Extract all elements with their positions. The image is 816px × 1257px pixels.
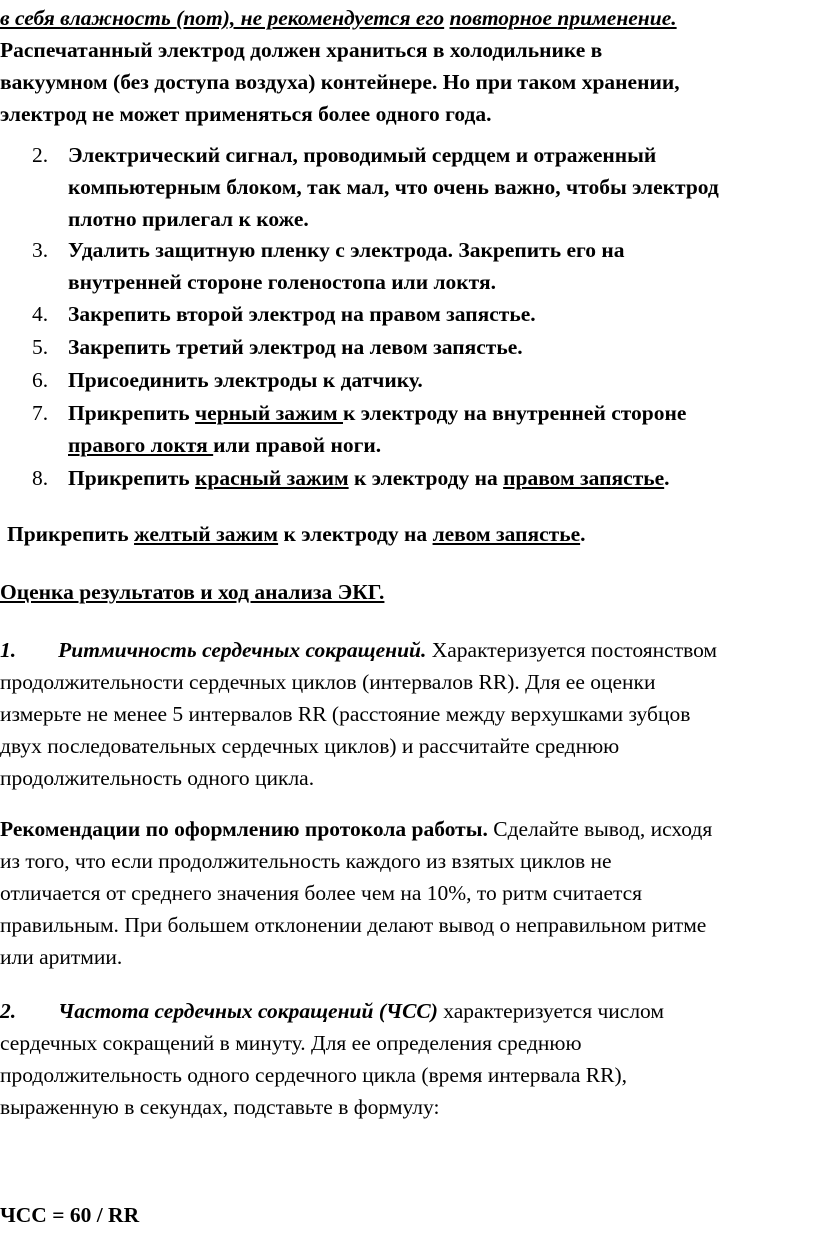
formula: ЧСС = 60 / RR	[0, 1203, 140, 1227]
list-item-text: Прикрепить	[68, 401, 196, 425]
list-item-text: Прикрепить	[68, 466, 196, 490]
section-heading: Оценка результатов и ход анализа ЭКГ.	[0, 580, 385, 604]
list-item-text: или правой ноги.	[213, 433, 382, 457]
top-line-2: Распечатанный электрод должен храниться в холодильнике в	[0, 38, 603, 62]
yellow-clamp-line	[7, 518, 586, 550]
section2-line: сердечных сокращений в минуту. Для ее определения среднюю	[0, 1031, 582, 1055]
list-number: 2.	[32, 143, 49, 167]
red-clamp-text: красный зажим	[195, 466, 349, 490]
list-item-line	[68, 429, 381, 461]
top-line-1	[0, 2, 677, 34]
list-number: 7.	[32, 401, 49, 425]
list-item-line	[68, 397, 686, 429]
list-item-line: внутренней стороне голеностопа или локтя.	[68, 270, 496, 294]
section2-first-line	[0, 995, 664, 1027]
recommend-line: из того, что если продолжительность каждого из взятых циклов не	[0, 849, 612, 873]
list-number: 4.	[32, 302, 49, 326]
section1-line: двух последовательных сердечных циклов) и рассчитайте среднюю	[0, 734, 620, 758]
top-line-4: электрод не может применяться более одного года.	[0, 102, 492, 126]
recommend-line: отличается от среднего значения более чем на 10%, то ритм считается	[0, 881, 643, 905]
section2-line: выраженную в секундах, подставьте в формулу:	[0, 1095, 440, 1119]
list-item-line	[68, 462, 670, 494]
list-item-line: Удалить защитную пленку с электрода. Закрепить его на	[68, 238, 625, 262]
list-item-line: Электрический сигнал, проводимый сердцем и отраженный	[68, 143, 657, 167]
list-item-text: к электроду на внутренней стороне	[343, 401, 687, 425]
right-elbow-text: правого локтя	[68, 433, 214, 457]
list-item-text: .	[664, 466, 670, 490]
list-number: 3.	[32, 238, 49, 262]
section1-line: продолжительности сердечных циклов (интервалов RR). Для ее оценки	[0, 670, 656, 694]
section2-title: Частота сердечных сокращений (ЧСС)	[58, 999, 438, 1023]
left-wrist-text: левом запястье	[432, 522, 581, 546]
section1-rest: Характеризуется постоянством	[426, 638, 718, 662]
list-number: 6.	[32, 368, 49, 392]
list-item-line: компьютерным блоком, так мал, что очень важно, чтобы электрод	[68, 175, 719, 199]
yellow-clamp-text: желтый зажим	[134, 522, 279, 546]
black-clamp-text: черный зажим	[195, 401, 343, 425]
top-line-3: вакуумном (без доступа воздуха) контейнере. Но при таком хранении,	[0, 70, 680, 94]
list-item-text: к электроду на	[348, 466, 504, 490]
section2-line: продолжительность одного сердечного цикла (время интервала RR),	[0, 1063, 627, 1087]
section1-line: измерьте не менее 5 интервалов RR (расстояние между верхушками зубцов	[0, 702, 691, 726]
list-item-line: Закрепить второй электрод на правом запястье.	[68, 302, 536, 326]
yellow-text: Прикрепить	[7, 522, 135, 546]
list-item-line: Закрепить третий электрод на левом запястье.	[68, 335, 523, 359]
recommend-title: Рекомендации по оформлению протокола работы.	[0, 817, 488, 841]
section1-title: Ритмичность сердечных сокращений.	[58, 638, 427, 662]
top-line-1-b: повторное применение.	[449, 6, 677, 30]
recommend-line: правильным. При большем отклонении делают вывод о неправильном ритме	[0, 913, 707, 937]
section2-number: 2.	[0, 999, 17, 1023]
yellow-text: .	[580, 522, 586, 546]
recommend-rest: Сделайте вывод, исходя	[487, 817, 713, 841]
section1-line: продолжительность одного цикла.	[0, 766, 315, 790]
right-wrist-text: правом запястье	[503, 466, 665, 490]
list-item-line: плотно прилегал к коже.	[68, 207, 309, 231]
top-line-1-a: в себя влажность (пот), не рекомендуется его	[0, 6, 445, 30]
recommend-line: или аритмии.	[0, 945, 123, 969]
recommend-first-line	[0, 813, 712, 845]
list-item-line: Присоединить электроды к датчику.	[68, 368, 423, 392]
section1-number: 1.	[0, 638, 17, 662]
list-number: 8.	[32, 466, 49, 490]
section1-first-line	[0, 634, 717, 666]
list-number: 5.	[32, 335, 49, 359]
yellow-text: к электроду на	[278, 522, 433, 546]
section2-rest: характеризуется числом	[437, 999, 665, 1023]
